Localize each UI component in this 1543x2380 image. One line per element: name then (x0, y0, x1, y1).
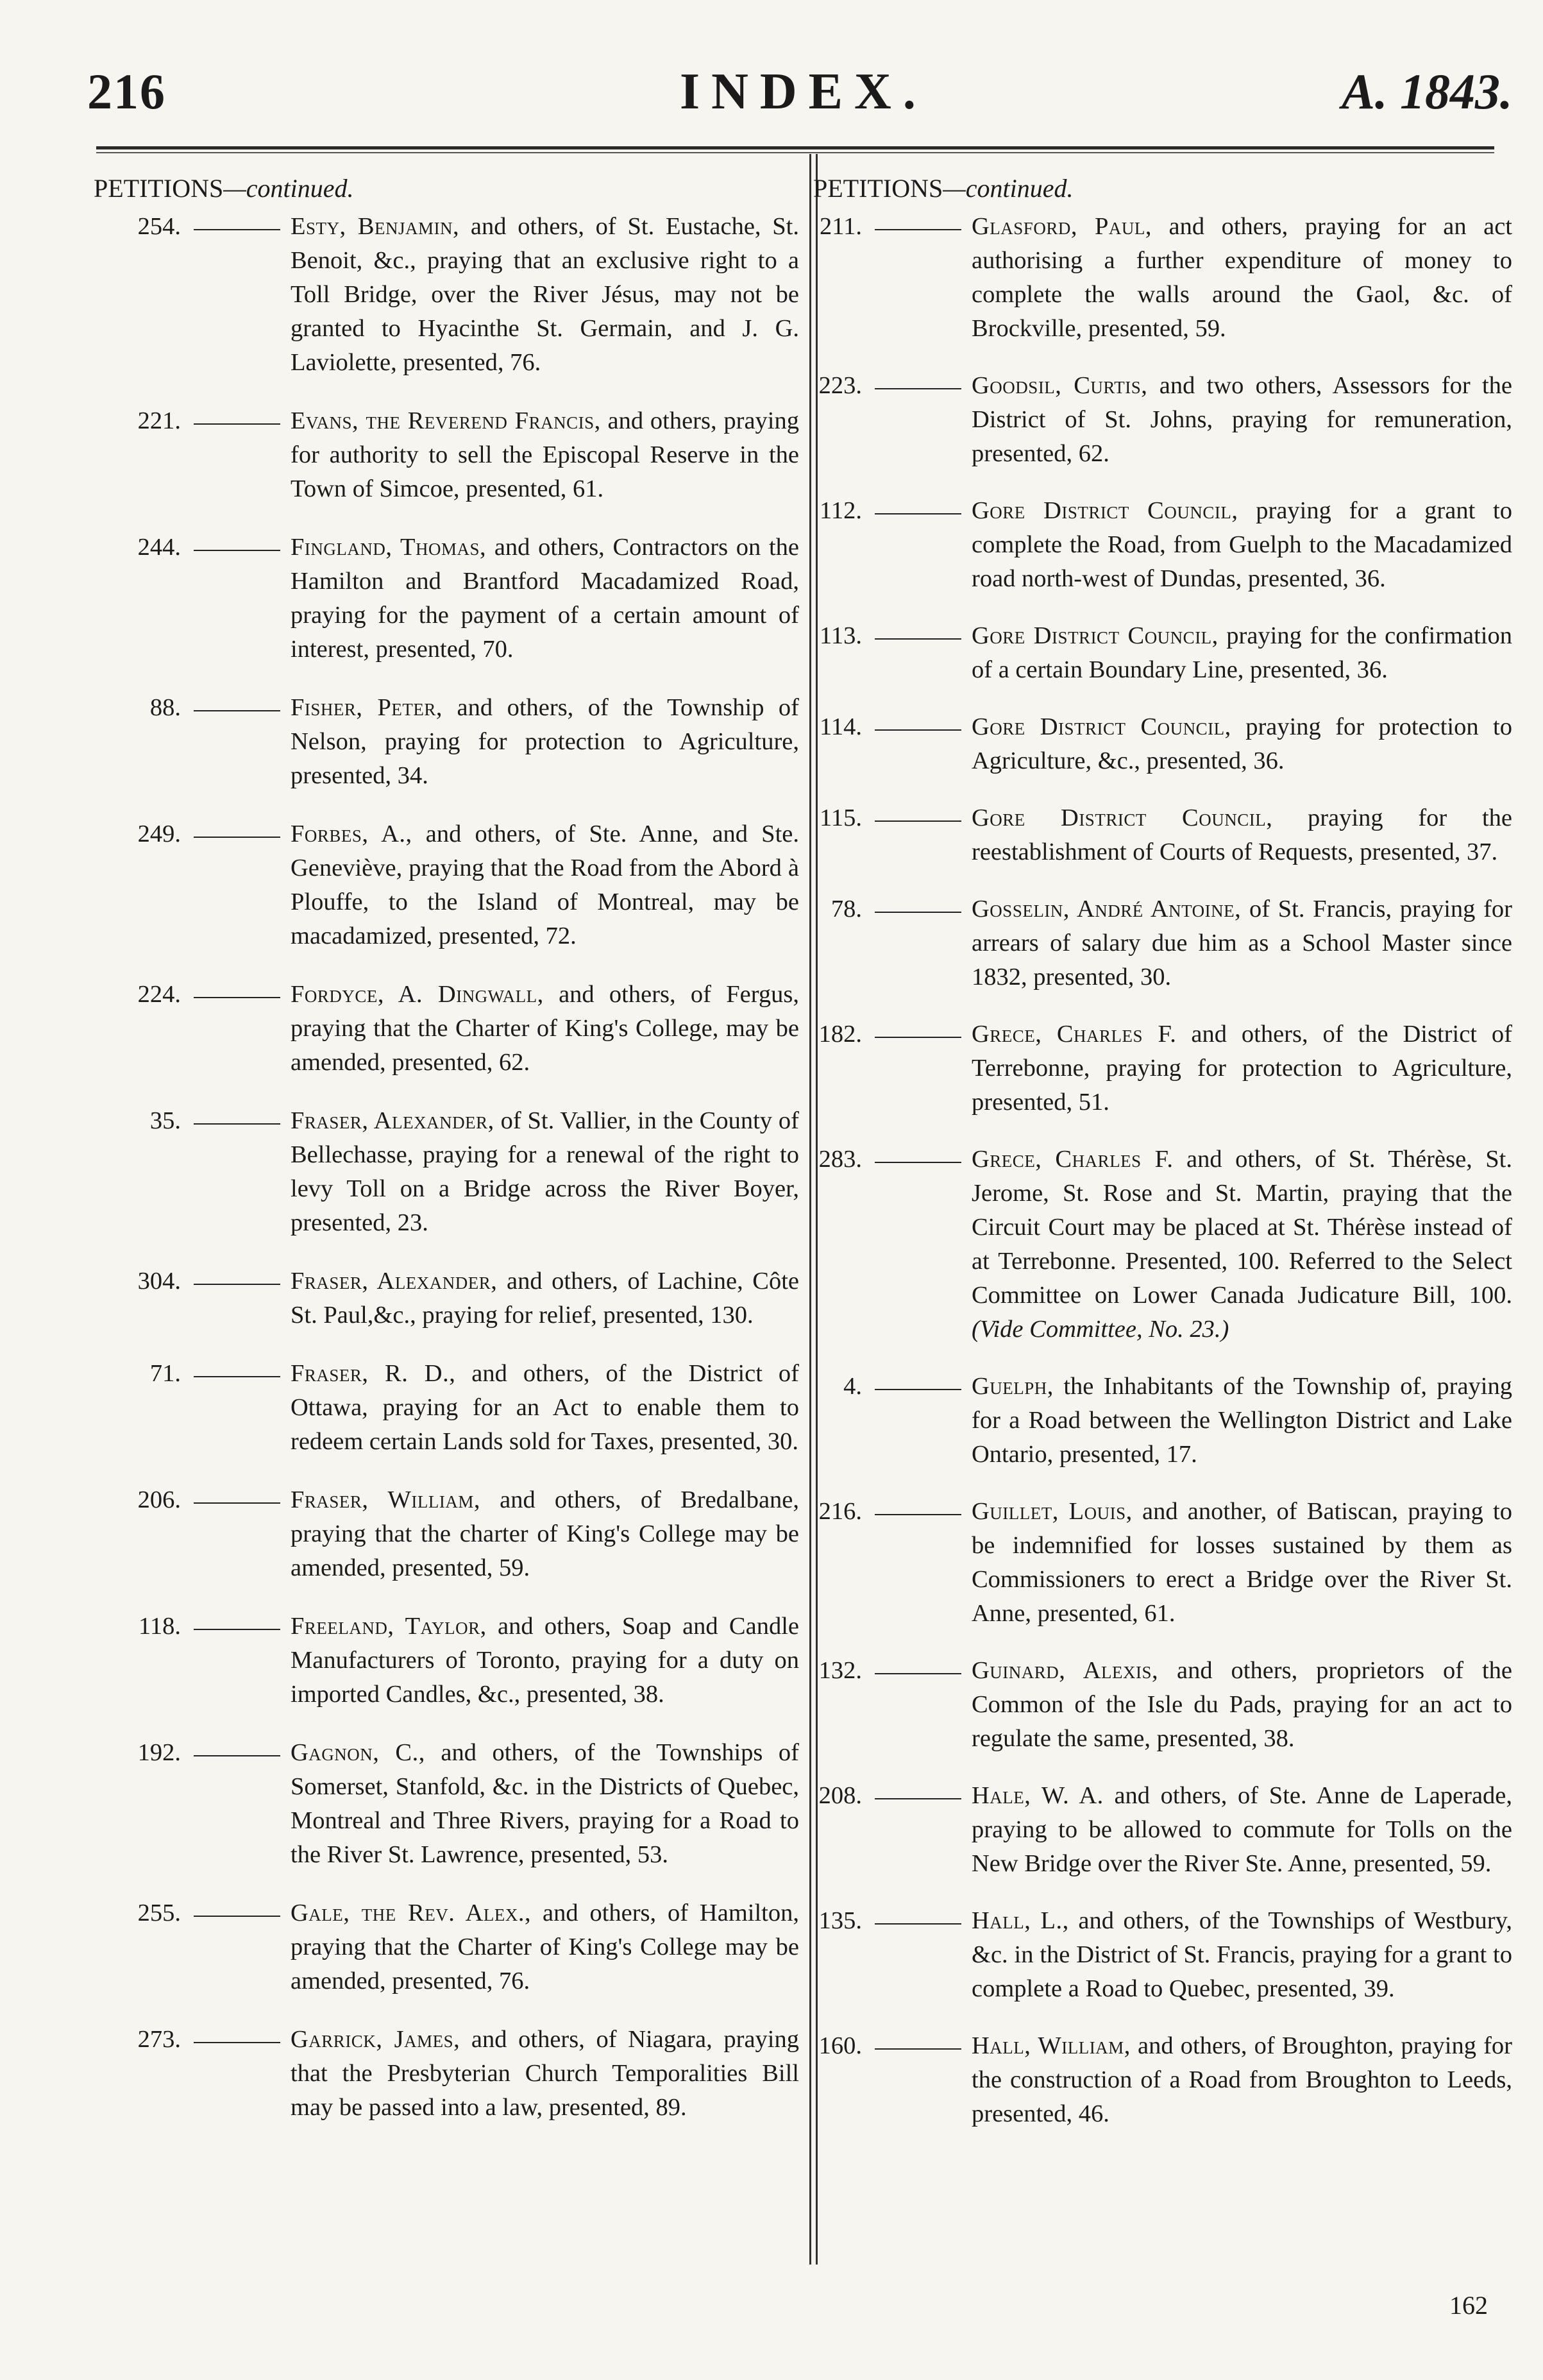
entry-name: Freeland, Taylor, (291, 1613, 487, 1640)
entry-text (972, 1904, 1512, 2006)
entry-number: 78. (831, 896, 862, 922)
entry-number: 221. (137, 407, 181, 434)
entry-body: and others, of Ste. Anne de Laperade, praying to be allowed to commute for Tolls on the New Bridge over the River Ste. Anne, presented, 59. (972, 1782, 1513, 1877)
entry-dash (194, 550, 280, 551)
entry-name: Garrick, James, (291, 2026, 460, 2053)
entry-text (291, 404, 799, 506)
header-rule-thin (96, 152, 1494, 153)
entry-number: 112. (820, 497, 862, 524)
entry-number: 304. (137, 1268, 181, 1295)
entry-body: and others, of the Township of Nelson, praying for protection to Agriculture, presented, 34. (291, 694, 799, 789)
entry-text (291, 1357, 799, 1459)
entry-number: 4. (843, 1373, 862, 1400)
entry-dash (194, 2042, 280, 2043)
entry-name: Grece, Charles F. (972, 1021, 1177, 1048)
entry-body: and two others, Assessors for the District of St. Johns, praying for remuneration, presented, 62. (972, 372, 1512, 467)
entry-dash (875, 1037, 961, 1038)
entry-dash (194, 1123, 280, 1125)
entry-name: Gore District Council, (972, 713, 1231, 740)
index-entry (94, 531, 799, 667)
index-entry (813, 1779, 1512, 1881)
entry-number: 254. (137, 213, 181, 240)
entry-body: praying for a grant to complete the Road, from Guelph to the Macadamized road north-west of Dundas, presented, 36. (972, 497, 1513, 592)
right-column (813, 173, 1512, 2154)
entry-dash (875, 2048, 961, 2050)
entry-number: 223. (818, 372, 862, 399)
entry-dash (875, 513, 961, 514)
index-entry (94, 1264, 799, 1332)
entry-number: 118. (139, 1613, 181, 1640)
entry-number: 113. (820, 622, 862, 649)
entry-body: and others, of Fergus, praying that the Charter of King's College, may be amended, presented, 62. (291, 981, 799, 1076)
entry-text (972, 494, 1512, 596)
entry-body: and others, of Lachine, Côte St. Paul,&c., praying for relief, presented, 130. (291, 1268, 799, 1329)
entry-body: and others, of Hamilton, praying that the Charter of King's College may be amended, presented, 76. (291, 1900, 799, 1994)
entry-body: praying for the confirmation of a certain Boundary Line, presented, 36. (972, 622, 1513, 683)
left-entry-list (94, 210, 799, 2125)
entry-dash (194, 837, 280, 838)
entry-text (291, 978, 799, 1080)
entry-number: 182. (818, 1021, 862, 1048)
heading-label: PETITIONS (94, 174, 224, 203)
index-entry (94, 1483, 799, 1585)
entry-text (972, 801, 1512, 869)
entry-dash (875, 729, 961, 731)
entry-text (972, 2029, 1512, 2131)
index-entry (813, 1904, 1512, 2006)
right-entry-list (813, 210, 1512, 2131)
entry-body: and others, of Broughton, praying for the construction of a Road from Broughton to Leeds, presented, 46. (972, 2032, 1512, 2127)
entry-text (291, 1483, 799, 1585)
entry-name: Goodsil, Curtis, (972, 372, 1148, 399)
entry-body: and others, praying for authority to sell the Episcopal Reserve in the Town of Simcoe, presented, 61. (291, 407, 799, 502)
entry-number: 71. (149, 1360, 181, 1387)
entry-text (291, 210, 799, 380)
entry-body: and others, proprietors of the Common of the Isle du Pads, praying for an act to regulate the same, presented, 38. (972, 1657, 1512, 1752)
right-column-heading (813, 173, 1512, 203)
entry-text (972, 1370, 1512, 1472)
entry-body: and others, Soap and Candle Manufacturers of Toronto, praying for a duty on imported Candles, &c., presented, 38. (291, 1613, 799, 1708)
entry-name: Fingland, Thomas, (291, 534, 487, 561)
entry-dash (875, 1162, 961, 1163)
entry-name: Evans, the Reverend Francis, (291, 407, 601, 434)
index-entry (813, 1143, 1512, 1347)
entry-name: Guinard, Alexis, (972, 1657, 1159, 1684)
left-column (94, 173, 799, 2149)
entry-name: Guillet, Louis, (972, 1498, 1133, 1525)
entry-name: Hall, L., (972, 1907, 1069, 1934)
entry-dash (194, 1629, 280, 1630)
entry-text (972, 1495, 1512, 1631)
entry-name: Gore District Council, (972, 497, 1238, 524)
heading-continued: —continued. (943, 174, 1074, 203)
entry-body: and others, of St. Eustache, St. Benoit, &c., praying that an exclusive right to a Toll Bridge, over the River Jésus, may not be granted to Hyacinthe St. Germain, and J. G. Laviolette, presented, 76. (291, 213, 799, 376)
entry-text (972, 369, 1512, 471)
index-entry (94, 2023, 799, 2125)
index-entry (813, 1017, 1512, 1119)
index-entry (94, 1357, 799, 1459)
index-entry (94, 978, 799, 1080)
entry-text (291, 1104, 799, 1240)
entry-number: 192. (137, 1739, 181, 1766)
entry-name: Fisher, Peter, (291, 694, 443, 721)
entry-text (972, 1143, 1512, 1347)
index-entry (94, 1896, 799, 1998)
index-entry (94, 691, 799, 793)
entry-dash (194, 710, 280, 711)
entry-dash (194, 1755, 280, 1756)
index-entry (94, 1736, 799, 1872)
entry-name: Esty, Benjamin, (291, 213, 460, 240)
entry-text (291, 817, 799, 953)
entry-dash (194, 1284, 280, 1285)
entry-number: 208. (818, 1782, 862, 1809)
index-entry (813, 892, 1512, 994)
entry-name: Gore District Council, (972, 804, 1273, 831)
entry-name: Gosselin, André Antoine, (972, 896, 1242, 922)
entry-text (972, 619, 1512, 687)
entry-body: and others, praying for an act authorising a further expenditure of money to complete the walls around the Gaol, &c. of Brockville, presented, 59. (972, 213, 1512, 342)
entry-dash (194, 1916, 280, 1917)
entry-dash (875, 1514, 961, 1515)
entry-text (291, 1264, 799, 1332)
entry-name: Gale, the Rev. Alex., (291, 1900, 532, 1926)
page-number: 216 (87, 64, 166, 119)
entry-dash (875, 1798, 961, 1799)
entry-text (291, 691, 799, 793)
entry-body: and others, of the District of Ottawa, praying for an Act to enable them to redeem certain Lands sold for Taxes, presented, 30. (291, 1360, 799, 1455)
entry-reference: (Vide Committee, No. 23.) (972, 1316, 1229, 1343)
entry-dash (875, 820, 961, 822)
index-entry (94, 210, 799, 380)
entry-text (291, 1736, 799, 1872)
entry-name: Guelph, (972, 1373, 1054, 1400)
entry-number: 244. (137, 534, 181, 561)
entry-name: Gagnon, C., (291, 1739, 425, 1766)
index-entry (94, 1610, 799, 1712)
entry-body: of St. Vallier, in the County of Bellechasse, praying for a renewal of the right to levy Toll on a Bridge across the River Boyer, presented, 23. (291, 1107, 799, 1236)
entry-body: and others, of the District of Terrebonne, praying for protection to Agriculture, presented, 51. (972, 1021, 1512, 1116)
entry-number: 135. (818, 1907, 862, 1934)
entry-dash (194, 997, 280, 998)
entry-number: 216. (818, 1498, 862, 1525)
index-entry (94, 404, 799, 506)
entry-text (291, 531, 799, 667)
entry-number: 249. (137, 820, 181, 847)
entry-number: 114. (820, 713, 862, 740)
entry-number: 255. (137, 1900, 181, 1926)
entry-name: Fraser, William, (291, 1486, 480, 1513)
index-entry (813, 210, 1512, 346)
entry-number: 132. (818, 1657, 862, 1684)
left-column-heading (94, 173, 799, 203)
entry-dash (875, 1673, 961, 1674)
entry-text (291, 1610, 799, 1712)
entry-number: 115. (820, 804, 862, 831)
page-year: A. 1843. (1342, 64, 1513, 119)
entry-name: Forbes, A., (291, 820, 412, 847)
entry-dash (875, 912, 961, 913)
entry-body: and others, of Bredalbane, praying that the charter of King's College may be amended, presented, 59. (291, 1486, 799, 1581)
entry-body: of St. Francis, praying for arrears of salary due him as a School Master since 1832, presented, 30. (972, 896, 1512, 990)
index-entry (813, 2029, 1512, 2131)
heading-continued: —continued. (223, 174, 354, 203)
index-entry (813, 710, 1512, 778)
entry-body: praying for protection to Agriculture, &c., presented, 36. (972, 713, 1513, 774)
header-rule (96, 146, 1494, 149)
entry-dash (194, 229, 280, 230)
entry-name: Fraser, R. D., (291, 1360, 456, 1387)
entry-text (291, 2023, 799, 2125)
entry-body: and another, of Batiscan, praying to be indemnified for losses sustained by them as Commissioners to erect a Bridge over the River St. Anne, presented, 61. (972, 1498, 1512, 1627)
entry-dash (875, 388, 961, 389)
entry-name: Fraser, Alexander, (291, 1268, 498, 1295)
entry-number: 273. (137, 2026, 181, 2053)
entry-number: 160. (818, 2032, 862, 2059)
entry-body: and others, of St. Thérèse, St. Jerome, St. Rose and St. Martin, praying that the Circuit Court may be placed at St. Thérèse instead of at Terrebonne. Presented, 100. Referred to the Select Committee on Lower Canada Judicature Bill, 100. (972, 1146, 1512, 1309)
entry-text (972, 892, 1512, 994)
entry-body: and others, of Ste. Anne, and Ste. Geneviève, praying that the Road from the Abord à Plouffe, to the Island of Montreal, may be macadamized, presented, 72. (291, 820, 799, 949)
entry-name: Hale, W. A. (972, 1782, 1104, 1809)
entry-dash (875, 229, 961, 230)
entry-name: Hall, William, (972, 2032, 1131, 2059)
entry-dash (875, 1923, 961, 1925)
entry-number: 283. (818, 1146, 862, 1173)
entry-body: and others, of the Townships of Westbury, &c. in the District of St. Francis, praying for a grant to complete a Road to Quebec, presented, 39. (972, 1907, 1512, 2002)
entry-number: 35. (149, 1107, 181, 1134)
entry-text (972, 710, 1512, 778)
entry-text (972, 1017, 1512, 1119)
folio-number: 162 (1449, 2291, 1488, 2320)
entry-name: Fordyce, A. Dingwall, (291, 981, 544, 1008)
entry-name: Gore District Council, (972, 622, 1218, 649)
index-entry (813, 494, 1512, 596)
heading-label: PETITIONS (813, 174, 943, 203)
entry-body: and others, Contractors on the Hamilton and Brantford Macadamized Road, praying for the payment of a certain amount of interest, presented, 70. (291, 534, 799, 663)
entry-body: and others, of Niagara, praying that the Presbyterian Church Temporalities Bill may be passed into a law, presented, 89. (291, 2026, 799, 2121)
entry-text (972, 210, 1512, 346)
entry-body: the Inhabitants of the Township of, praying for a Road between the Wellington District and Lake Ontario, presented, 17. (972, 1373, 1512, 1468)
entry-body: praying for the reestablishment of Courts of Requests, presented, 37. (972, 804, 1512, 865)
entry-number: 88. (149, 694, 181, 721)
index-entry (813, 801, 1512, 869)
entry-text (972, 1654, 1512, 1756)
index-entry (813, 1370, 1512, 1472)
index-entry (94, 1104, 799, 1240)
column-divider-left (809, 154, 811, 2265)
entry-number: 206. (137, 1486, 181, 1513)
entry-dash (194, 423, 280, 425)
entry-body: and others, of the Townships of Somerset, Stanfold, &c. in the Districts of Quebec, Montreal and Three Rivers, praying for a Road to the River St. Lawrence, presented, 53. (291, 1739, 799, 1868)
index-entry (813, 1654, 1512, 1756)
entry-name: Grece, Charles F. (972, 1146, 1174, 1173)
entry-dash (194, 1502, 280, 1504)
entry-dash (875, 638, 961, 640)
entry-text (972, 1779, 1512, 1881)
index-entry (813, 619, 1512, 687)
entry-name: Glasford, Paul, (972, 213, 1152, 240)
index-entry (813, 1495, 1512, 1631)
entry-number: 211. (820, 213, 862, 240)
entry-dash (875, 1389, 961, 1390)
index-entry (813, 369, 1512, 471)
entry-number: 224. (137, 981, 181, 1008)
index-entry (94, 817, 799, 953)
entry-text (291, 1896, 799, 1998)
entry-name: Fraser, Alexander, (291, 1107, 494, 1134)
entry-dash (194, 1376, 280, 1377)
page-title: INDEX. (680, 64, 927, 120)
